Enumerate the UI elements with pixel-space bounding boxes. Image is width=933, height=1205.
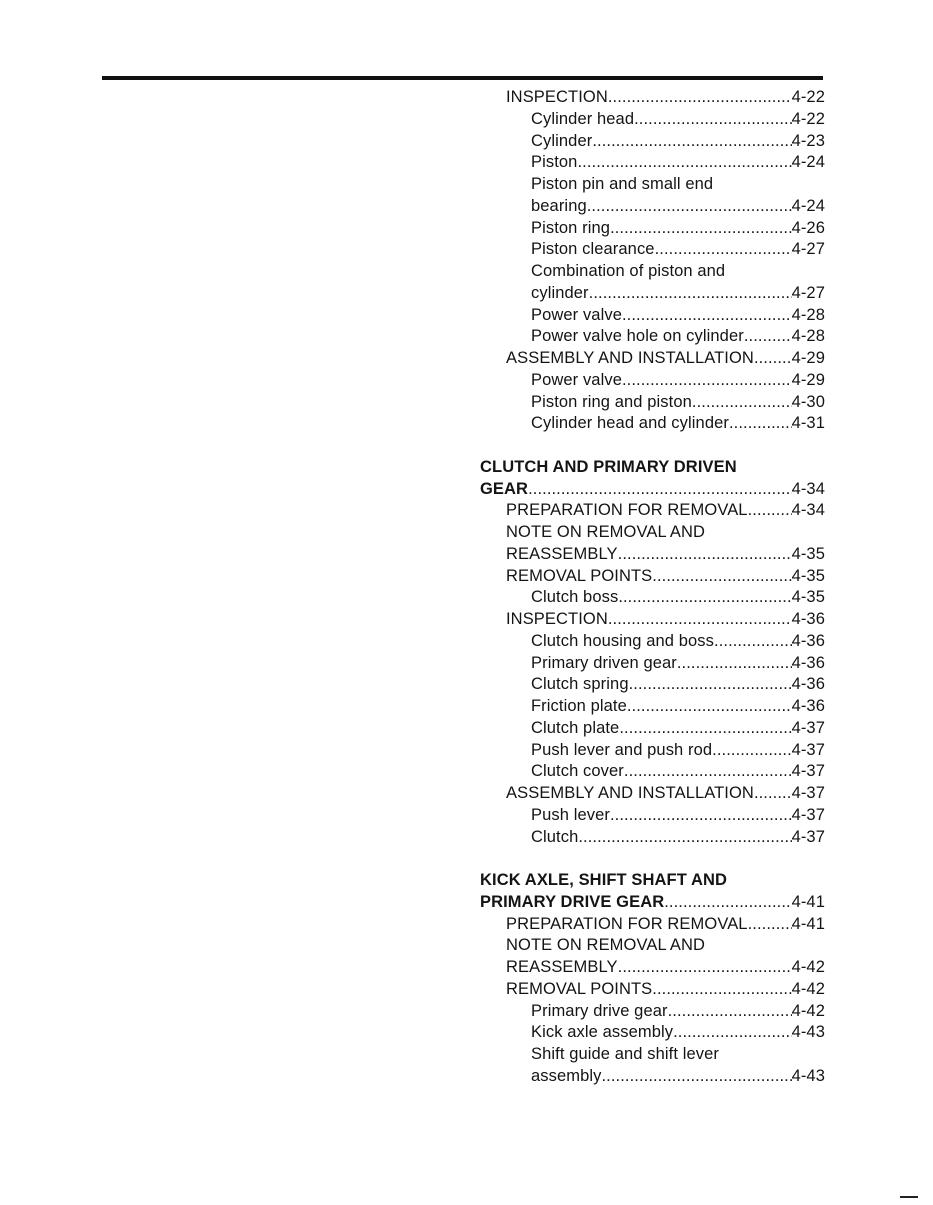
- toc-entry-title: Clutch: [531, 827, 579, 846]
- toc-entry-title: ASSEMBLY AND INSTALLATION: [506, 784, 754, 802]
- toc-page-number: 4-23: [791, 131, 825, 150]
- dot-leader: [629, 674, 792, 696]
- toc-entry: [480, 196, 825, 218]
- dot-leader: [610, 218, 792, 240]
- toc-entry: [480, 87, 825, 109]
- toc-entry: [480, 326, 825, 348]
- toc-entry-title: NOTE ON REMOVAL AND: [506, 523, 706, 541]
- toc-entry-title: PREPARATION FOR REMOVAL: [506, 501, 748, 520]
- toc-entry: [480, 957, 825, 979]
- toc-heading-line: [480, 1044, 825, 1066]
- toc-entry-title: Clutch plate: [531, 718, 620, 737]
- table-of-contents: [480, 87, 825, 1088]
- dot-leader: [754, 348, 792, 370]
- toc-entry-title: Piston ring: [531, 218, 611, 237]
- toc-page-number: 4-31: [791, 414, 825, 433]
- dot-leader: [692, 392, 792, 414]
- dot-leader: [592, 131, 791, 153]
- header-rule: [102, 76, 823, 80]
- toc-entry: [480, 566, 825, 588]
- toc-page-number: 4-36: [791, 697, 825, 715]
- toc-entry-title: PRIMARY DRIVE GEAR: [480, 892, 665, 911]
- toc-page-number: 4-24: [791, 153, 825, 172]
- toc-entry-title: assembly: [531, 1066, 602, 1085]
- dot-leader: [652, 566, 791, 588]
- toc-page-number: 4-35: [791, 544, 825, 563]
- toc-entry-title: Clutch cover: [531, 762, 624, 781]
- toc-entry-title: GEAR: [480, 479, 529, 498]
- dot-leader: [618, 957, 792, 979]
- toc-page-number: 4-42: [791, 979, 825, 998]
- toc-page-number: 4-36: [791, 631, 825, 650]
- dot-leader: [618, 544, 792, 566]
- toc-entry: [480, 413, 825, 435]
- toc-entry: [480, 653, 825, 675]
- toc-heading-line: [480, 935, 825, 957]
- toc-entry: [480, 152, 825, 174]
- toc-entry-title: Primary drive gear: [531, 1001, 668, 1020]
- toc-entry-title: REMOVAL POINTS: [506, 979, 653, 998]
- toc-page-number: 4-36: [791, 653, 825, 672]
- section-spacer: [480, 848, 825, 870]
- toc-entry: [480, 348, 825, 370]
- toc-entry-title: Clutch housing and boss: [531, 631, 715, 650]
- dot-leader: [673, 1022, 791, 1044]
- dot-leader: [622, 370, 792, 392]
- toc-entry-title: Push lever: [531, 805, 610, 824]
- dot-leader: [578, 827, 791, 849]
- toc-entry: [480, 696, 825, 718]
- dot-leader: [528, 479, 791, 501]
- toc-entry-title: REASSEMBLY: [506, 958, 618, 976]
- toc-page-number: 4-37: [791, 827, 825, 846]
- toc-entry-title: bearing: [531, 196, 587, 215]
- toc-entry-title: Piston: [531, 153, 578, 172]
- toc-entry-title: NOTE ON REMOVAL AND: [506, 936, 706, 955]
- toc-entry-title: Power valve hole on cylinder: [531, 327, 744, 346]
- toc-page-number: 4-24: [791, 196, 825, 215]
- toc-page-number: 4-28: [791, 327, 825, 346]
- toc-entry-title: Push lever and push rod: [531, 740, 713, 759]
- toc-entry-title: cylinder: [531, 283, 589, 302]
- toc-page-number: 4-36: [791, 610, 825, 628]
- dot-leader: [587, 196, 792, 218]
- toc-entry-title: Clutch boss: [531, 588, 619, 607]
- dot-leader: [748, 500, 792, 522]
- dot-leader: [754, 783, 792, 805]
- toc-page-number: 4-34: [791, 501, 825, 520]
- dot-leader: [627, 696, 792, 718]
- toc-entry: [480, 740, 825, 762]
- toc-page-number: 4-29: [791, 349, 825, 367]
- toc-entry: [480, 914, 825, 936]
- toc-entry: [480, 109, 825, 131]
- toc-entry-title: Friction plate: [531, 697, 627, 715]
- toc-heading-line: [480, 174, 825, 196]
- dot-leader: [608, 609, 792, 631]
- toc-page-number: 4-43: [791, 1023, 825, 1042]
- toc-entry-title: Piston clearance: [531, 240, 655, 259]
- toc-entry: [480, 718, 825, 740]
- toc-entry-title: Shift guide and shift lever: [531, 1045, 719, 1063]
- toc-entry: [480, 544, 825, 566]
- toc-page-number: 4-37: [791, 784, 825, 802]
- section-spacer: [480, 435, 825, 457]
- toc-entry-title: Piston pin and small end: [531, 175, 714, 193]
- toc-entry-title: INSPECTION: [506, 88, 608, 106]
- toc-entry-title: Power valve: [531, 305, 622, 324]
- toc-entry: [480, 1066, 825, 1088]
- toc-heading-line: [480, 261, 825, 283]
- toc-page-number: 4-37: [791, 805, 825, 824]
- toc-entry: [480, 609, 825, 631]
- dot-leader: [622, 305, 792, 327]
- toc-page-number: 4-41: [791, 892, 825, 911]
- toc-entry: [480, 587, 825, 609]
- dot-leader: [610, 805, 792, 827]
- toc-entry: [480, 479, 825, 501]
- toc-page-number: 4-29: [791, 370, 825, 389]
- dot-leader: [608, 87, 792, 109]
- corner-mark: [900, 1196, 918, 1198]
- dot-leader: [634, 109, 791, 131]
- toc-entry-title: Piston ring and piston: [531, 392, 692, 411]
- toc-entry: [480, 239, 825, 261]
- toc-page-number: 4-22: [791, 109, 825, 128]
- toc-entry: [480, 131, 825, 153]
- dot-leader: [652, 979, 791, 1001]
- toc-page-number: 4-41: [791, 914, 825, 933]
- toc-entry-title: Power valve: [531, 370, 622, 389]
- toc-entry-title: ASSEMBLY AND INSTALLATION: [506, 349, 754, 367]
- toc-entry: [480, 827, 825, 849]
- toc-entry: [480, 500, 825, 522]
- toc-entry: [480, 1022, 825, 1044]
- toc-entry-title: Cylinder head: [531, 109, 635, 128]
- dot-leader: [577, 152, 791, 174]
- toc-heading-line: [480, 457, 825, 479]
- toc-entry: [480, 805, 825, 827]
- dot-leader: [729, 413, 792, 435]
- dot-leader: [714, 631, 792, 653]
- toc-page-number: 4-37: [791, 762, 825, 781]
- toc-entry: [480, 783, 825, 805]
- toc-entry: [480, 218, 825, 240]
- toc-page-number: 4-37: [791, 718, 825, 737]
- toc-entry: [480, 979, 825, 1001]
- dot-leader: [624, 761, 792, 783]
- toc-entry: [480, 1001, 825, 1023]
- toc-page-number: 4-35: [791, 588, 825, 607]
- dot-leader: [748, 914, 792, 936]
- toc-page-number: 4-26: [791, 218, 825, 237]
- dot-leader: [589, 283, 792, 305]
- toc-entry-title: CLUTCH AND PRIMARY DRIVEN: [480, 457, 737, 476]
- toc-page-number: 4-34: [791, 479, 825, 498]
- toc-entry-title: Combination of piston and: [531, 262, 726, 280]
- toc-page-number: 4-36: [791, 675, 825, 694]
- toc-entry: [480, 392, 825, 414]
- toc-heading-line: [480, 870, 825, 892]
- toc-entry-title: Clutch spring: [531, 675, 629, 694]
- toc-entry-title: PREPARATION FOR REMOVAL: [506, 914, 748, 933]
- toc-page-number: 4-42: [791, 958, 825, 976]
- toc-page-number: 4-27: [791, 283, 825, 302]
- toc-entry: [480, 283, 825, 305]
- toc-entry-title: Primary driven gear: [531, 653, 677, 672]
- dot-leader: [664, 892, 791, 914]
- dot-leader: [677, 653, 792, 675]
- toc-page-number: 4-22: [791, 88, 825, 106]
- toc-page-number: 4-42: [791, 1001, 825, 1020]
- toc-page-number: 4-30: [791, 392, 825, 411]
- toc-entry-title: INSPECTION: [506, 610, 608, 628]
- toc-entry-title: Cylinder head and cylinder: [531, 414, 729, 433]
- toc-entry: [480, 892, 825, 914]
- toc-entry-title: REASSEMBLY: [506, 544, 618, 563]
- toc-entry: [480, 761, 825, 783]
- dot-leader: [655, 239, 792, 261]
- toc-page-number: 4-43: [791, 1066, 825, 1085]
- dot-leader: [712, 740, 791, 762]
- toc-entry: [480, 305, 825, 327]
- toc-entry-title: KICK AXLE, SHIFT SHAFT AND: [480, 871, 728, 889]
- toc-entry: [480, 674, 825, 696]
- toc-page-number: 4-37: [791, 740, 825, 759]
- dot-leader: [602, 1066, 792, 1088]
- dot-leader: [619, 718, 791, 740]
- dot-leader: [668, 1001, 792, 1023]
- toc-page-number: 4-27: [791, 240, 825, 259]
- toc-entry-title: Kick axle assembly: [531, 1023, 674, 1042]
- toc-entry: [480, 631, 825, 653]
- dot-leader: [618, 587, 791, 609]
- toc-heading-line: [480, 522, 825, 544]
- toc-page-number: 4-35: [791, 566, 825, 585]
- toc-page-number: 4-28: [791, 305, 825, 324]
- dot-leader: [744, 326, 792, 348]
- toc-entry: [480, 370, 825, 392]
- toc-entry-title: REMOVAL POINTS: [506, 566, 653, 585]
- toc-entry-title: Cylinder: [531, 131, 593, 150]
